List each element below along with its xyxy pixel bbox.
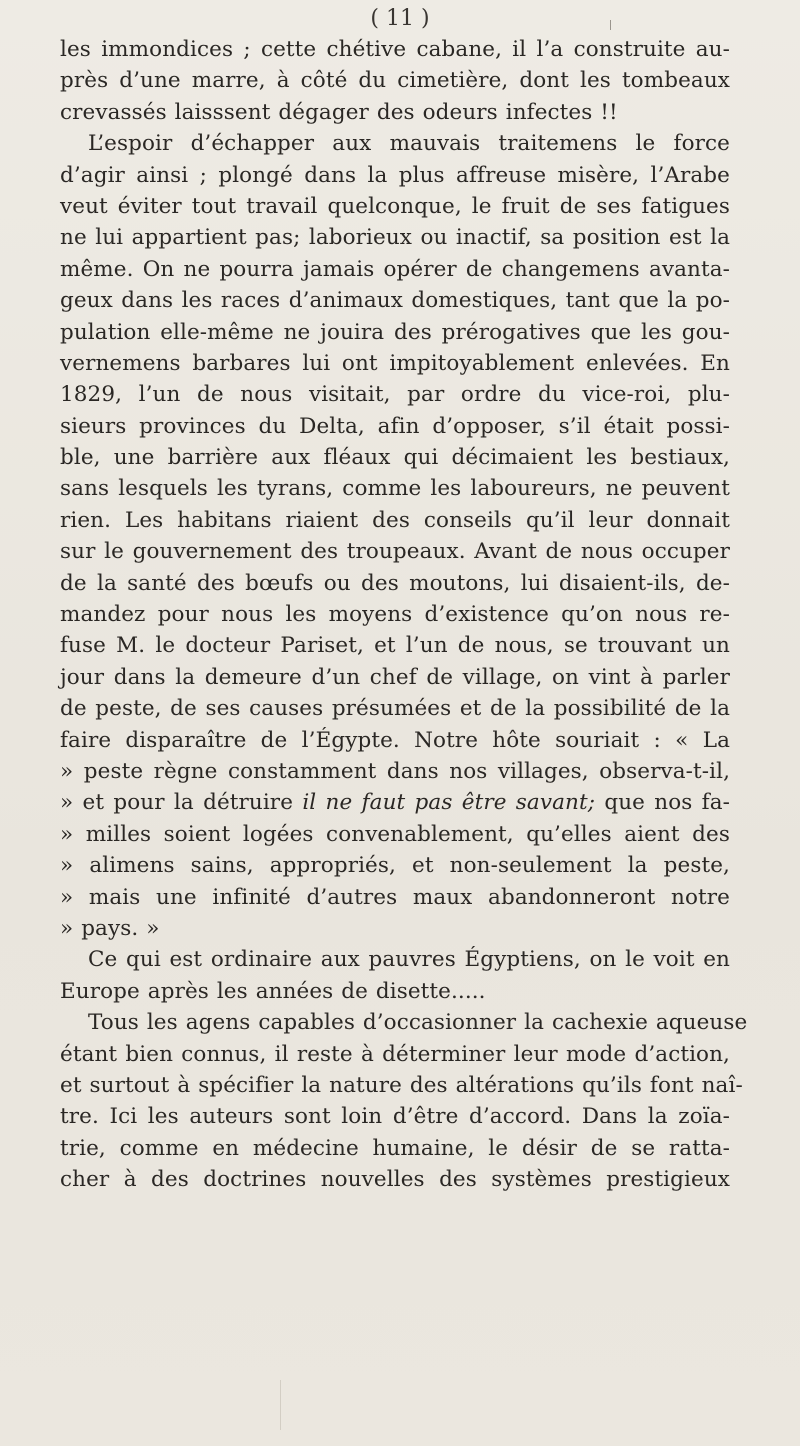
- text-line: pulation elle-même ne jouira des prérogatives que les gou-: [60, 319, 730, 345]
- text-line: les immondices ; cette chétive cabane, il l’a construite au-: [60, 37, 730, 62]
- text-line: vernemens barbares lui ont impitoyablement enlevées. En: [60, 350, 730, 376]
- text-line: trie, comme en médecine humaine, le désir de se ratta-: [60, 1135, 730, 1161]
- text-line: de peste, de ses causes présumées et de la possibilité de la: [60, 696, 730, 722]
- text-line: Tous les agens capables d’occasionner la cachexie aqueuse: [88, 1010, 748, 1036]
- text-line: de la santé des bœufs ou des moutons, lui disaient-ils, de-: [60, 570, 730, 596]
- paper-smudge: [280, 1380, 281, 1430]
- text-line: mandez pour nous les moyens d’existence qu’on nous re-: [60, 602, 730, 628]
- text-line: [60, 787, 730, 818]
- text-line: » mais une infinité d’autres maux abandonneront notre: [60, 884, 730, 910]
- text-line: d’agir ainsi ; plongé dans la plus affreuse misère, l’Arabe: [60, 162, 730, 188]
- text-line: » alimens sains, appropriés, et non-seulement la peste,: [60, 853, 730, 879]
- text-line: tre. Ici les auteurs sont loin d’être d’accord. Dans la zoïa-: [60, 1104, 730, 1130]
- text-line: » milles soient logées convenablement, qu’elles aient des: [60, 821, 730, 847]
- text-line: près d’une marre, à côté du cimetière, dont les tombeaux: [60, 68, 730, 94]
- text-line: crevassés laisssent dégager des odeurs infectes !!: [60, 99, 618, 125]
- text-line: ble, une barrière aux fléaux qui décimaient les bestiaux,: [60, 445, 730, 471]
- text-line: » pays. »: [60, 915, 160, 941]
- text-line: sans lesquels les tyrans, comme les laboureurs, ne peuvent: [60, 476, 730, 502]
- page-number-header: ( 11 ): [370, 6, 430, 31]
- text-line: et surtout à spécifier la nature des altérations qu’ils font naî-: [60, 1072, 743, 1098]
- text-line: sieurs provinces du Delta, afin d’opposer, s’il était possi-: [60, 413, 730, 439]
- text-line: Europe après les années de disette.....: [60, 978, 486, 1004]
- text-line: L’espoir d’échapper aux mauvais traitemens le force: [88, 131, 730, 157]
- italic-quote: il ne faut pas être savant;: [302, 790, 596, 816]
- text-line: ne lui appartient pas; laborieux ou inactif, sa position est la: [60, 225, 730, 251]
- text-line: veut éviter tout travail quelconque, le fruit de ses fatigues: [60, 193, 730, 219]
- text-line: étant bien connus, il reste à déterminer leur mode d’action,: [60, 1041, 730, 1067]
- text-line: fuse M. le docteur Pariset, et l’un de nous, se trouvant un: [60, 633, 730, 659]
- text-line: faire disparaître de l’Égypte. Notre hôte souriait : « La: [60, 727, 730, 753]
- text-segment: que nos fa-: [595, 790, 731, 816]
- text-line: même. On ne pourra jamais opérer de changemens avanta-: [60, 256, 730, 282]
- text-line: geux dans les races d’animaux domestiques, tant que la po-: [60, 288, 730, 314]
- text-line: jour dans la demeure d’un chef de village, on vint à parler: [60, 664, 730, 690]
- body-text: [60, 34, 748, 1195]
- text-segment: » et pour la détruire: [60, 790, 303, 816]
- text-line: Ce qui est ordinaire aux pauvres Égyptiens, on le voit en: [88, 947, 730, 973]
- text-line: cher à des doctrines nouvelles des systèmes prestigieux: [60, 1167, 730, 1193]
- text-line: sur le gouvernement des troupeaux. Avant de nous occuper: [60, 539, 730, 565]
- text-line: » peste règne constamment dans nos villages, observa-t-il,: [60, 758, 730, 784]
- text-line: 1829, l’un de nous visitait, par ordre du vice-roi, plu-: [60, 382, 730, 408]
- text-line: rien. Les habitans riaient des conseils qu’il leur donnait: [60, 507, 730, 533]
